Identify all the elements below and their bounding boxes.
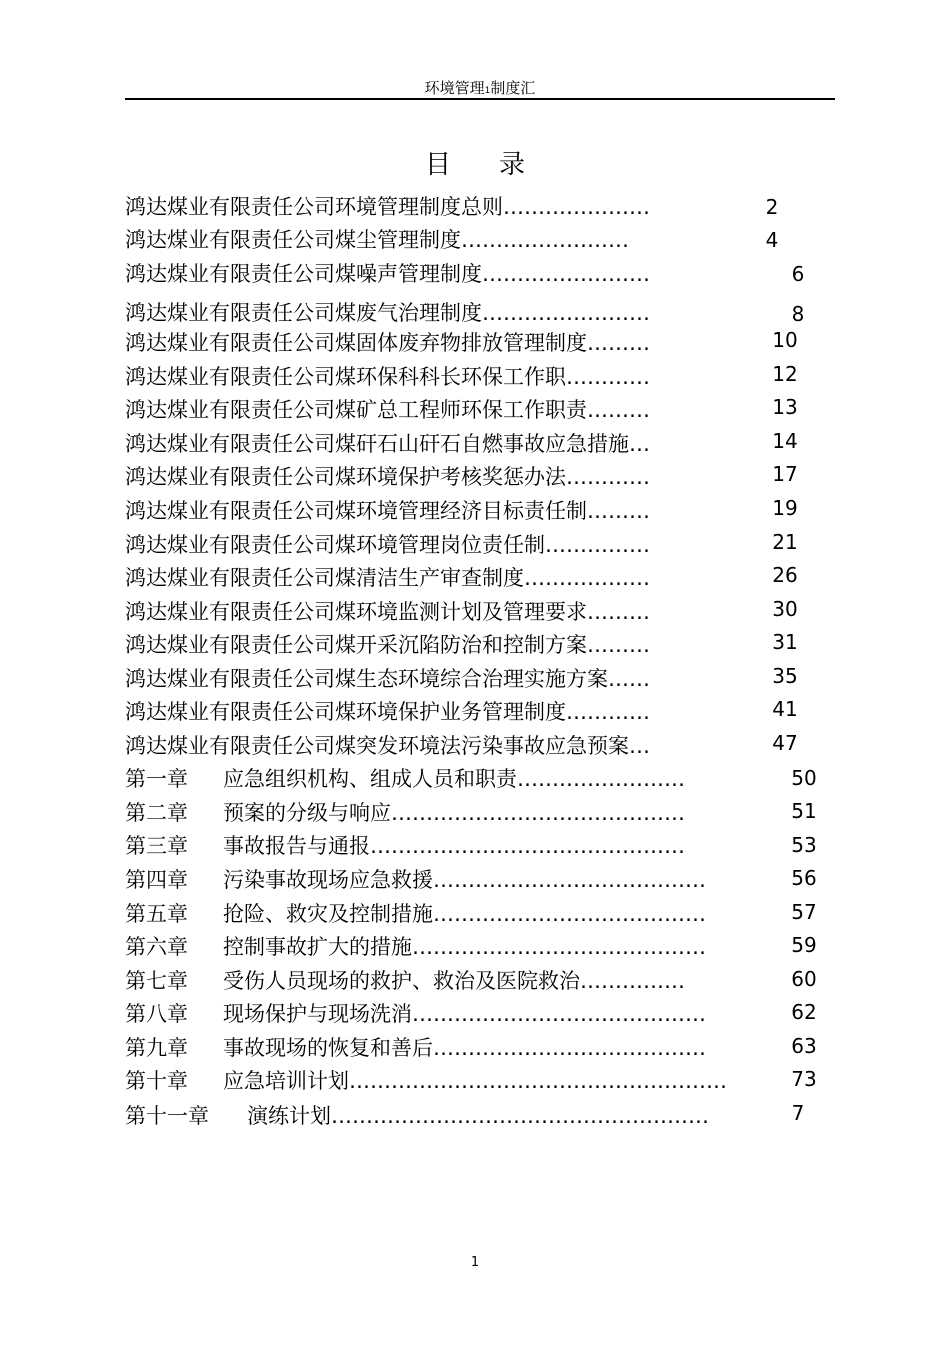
- toc-page-number: 21: [772, 530, 798, 554]
- chapter-title: 现场保护与现场洗消: [223, 1002, 412, 1026]
- toc-leader-dots: …………………: [503, 195, 650, 219]
- toc-leader-dots: ……: [608, 667, 650, 691]
- toc-entry[interactable]: [125, 429, 650, 459]
- toc-entry-text: 鸿达煤业有限责任公司煤环保科科长环保工作职: [125, 365, 566, 389]
- toc-leader-dots: ……………………: [517, 767, 685, 791]
- chapter-label: 第七章: [125, 969, 188, 993]
- toc-page-number: 10: [772, 328, 798, 352]
- toc-page-number: 14: [772, 429, 798, 453]
- toc-entry-text: 鸿达煤业有限责任公司煤突发环境法污染事故应急预案: [125, 734, 629, 758]
- toc-leader-dots: ………: [587, 633, 650, 657]
- toc-page-number: 19: [772, 496, 798, 520]
- toc-page-number: 57: [791, 900, 817, 924]
- header-rule: [125, 98, 835, 100]
- toc-entry-text: 鸿达煤业有限责任公司煤固体废弃物排放管理制度: [125, 331, 587, 355]
- toc-entry-text: 鸿达煤业有限责任公司煤环境管理岗位责任制: [125, 533, 545, 557]
- toc-leader-dots: ……………………………………: [412, 935, 706, 959]
- toc-leader-dots: …………: [566, 465, 650, 489]
- chapter-title: 应急组织机构、组成人员和职责: [223, 767, 517, 791]
- toc-page-number: 60: [791, 967, 817, 991]
- toc-leader-dots: ……………………: [461, 228, 629, 252]
- toc-leader-dots: ………: [587, 499, 650, 523]
- toc-chapter[interactable]: [125, 831, 685, 861]
- chapter-label: 第十章: [125, 1069, 188, 1093]
- toc-entry[interactable]: [125, 597, 650, 627]
- toc-page-number: 12: [772, 362, 798, 386]
- toc-leader-dots: ………………………………………: [370, 834, 685, 858]
- toc-chapter[interactable]: [125, 899, 706, 929]
- toc-page-number: 26: [772, 563, 798, 587]
- toc-leader-dots: …………………………………: [433, 902, 706, 926]
- toc-page-number: 41: [772, 697, 798, 721]
- chapter-title: 应急培训计划: [223, 1069, 349, 1093]
- chapter-label: 第五章: [125, 902, 188, 926]
- toc-leader-dots: ………: [587, 600, 650, 624]
- header-title-tail: 制度汇: [490, 79, 536, 97]
- toc-page-number: 62: [791, 1000, 817, 1024]
- chapter-title: 抢险、救灾及控制措施: [223, 902, 433, 926]
- toc-page-number: 6: [791, 262, 805, 286]
- toc-leader-dots: …………………………………: [433, 868, 706, 892]
- chapter-label: 第四章: [125, 868, 188, 892]
- toc-entry-text: 鸿达煤业有限责任公司煤清洁生产审查制度: [125, 566, 524, 590]
- toc-page-number: 59: [791, 933, 817, 957]
- toc-entry-text: 鸿达煤业有限责任公司煤矿总工程师环保工作职责: [125, 398, 587, 422]
- toc-chapter[interactable]: [125, 966, 685, 996]
- toc-page-number: 13: [772, 395, 798, 419]
- toc-leader-dots: ……………: [545, 533, 650, 557]
- toc-leader-dots: ……………………………………: [391, 801, 685, 825]
- toc-leader-dots: ……………………: [482, 301, 650, 325]
- toc-page-number: 73: [791, 1067, 817, 1091]
- toc-entry-text: 鸿达煤业有限责任公司煤矸石山矸石自燃事故应急措施: [125, 432, 629, 456]
- toc-leader-dots: ………: [587, 331, 650, 355]
- header-title-main: 环境管理: [424, 79, 485, 97]
- toc-entry-text: 鸿达煤业有限责任公司环境管理制度总则: [125, 195, 503, 219]
- chapter-title: 预案的分级与响应: [223, 801, 391, 825]
- toc-chapter[interactable]: [125, 1033, 706, 1063]
- toc-entry-text: 鸿达煤业有限责任公司煤开采沉陷防治和控制方案: [125, 633, 587, 657]
- toc-leader-dots: ……………: [580, 969, 685, 993]
- toc-page-number: 56: [791, 866, 817, 890]
- toc-entry-text: 鸿达煤业有限责任公司煤噪声管理制度: [125, 262, 482, 286]
- toc-entry[interactable]: [125, 697, 650, 727]
- page-header: [125, 78, 835, 98]
- chapter-label: 第八章: [125, 1002, 188, 1026]
- chapter-label: 第一章: [125, 767, 188, 791]
- toc-leader-dots: ……………………: [482, 262, 650, 286]
- toc-page-number: 31: [772, 630, 798, 654]
- toc-leader-dots: ………………………………………………: [331, 1104, 709, 1128]
- toc-entry-text: 鸿达煤业有限责任公司煤尘管理制度: [125, 228, 461, 252]
- toc-entry-text: 鸿达煤业有限责任公司煤环境保护业务管理制度: [125, 700, 566, 724]
- toc-leader-dots: …: [629, 734, 650, 758]
- chapter-title: 控制事故扩大的措施: [223, 935, 412, 959]
- chapter-title: 污染事故现场应急救援: [223, 868, 433, 892]
- toc-entry[interactable]: [125, 259, 650, 289]
- toc-entry-text: 鸿达煤业有限责任公司煤环境监测计划及管理要求: [125, 600, 587, 624]
- toc-leader-dots: …………………………………: [433, 1036, 706, 1060]
- toc-page-number: 47: [772, 731, 798, 755]
- toc-entry[interactable]: [125, 328, 650, 358]
- toc-leader-dots: ………: [587, 398, 650, 422]
- chapter-label: 第二章: [125, 801, 188, 825]
- chapter-label: 第九章: [125, 1036, 188, 1060]
- toc-page-number: 2: [765, 195, 779, 219]
- toc-entry-text: 鸿达煤业有限责任公司煤生态环境综合治理实施方案: [125, 667, 608, 691]
- toc-page-number: 53: [791, 833, 817, 857]
- toc-leader-dots: ………………………………………………: [349, 1069, 727, 1093]
- toc-entry[interactable]: [125, 563, 650, 593]
- toc-entry-text: 鸿达煤业有限责任公司煤环境管理经济目标责任制: [125, 499, 587, 523]
- chapter-label: 第六章: [125, 935, 188, 959]
- toc-page-number: 30: [772, 597, 798, 621]
- toc-chapter[interactable]: [125, 1101, 709, 1131]
- toc-entry[interactable]: [125, 298, 650, 328]
- toc-page-number: 35: [772, 664, 798, 688]
- toc-chapter[interactable]: [125, 1066, 727, 1096]
- toc-leader-dots: …: [629, 432, 650, 456]
- chapter-title: 事故现场的恢复和善后: [223, 1036, 433, 1060]
- toc-entry[interactable]: [125, 530, 650, 560]
- chapter-title: 事故报告与通报: [223, 834, 370, 858]
- toc-page-number: 63: [791, 1034, 817, 1058]
- chapter-title: 演练计划: [247, 1104, 331, 1128]
- toc-page-number: 7: [791, 1101, 805, 1125]
- toc-chapter[interactable]: [125, 999, 706, 1029]
- chapter-label: 第十一章: [125, 1104, 209, 1128]
- toc-page-number: 8: [791, 302, 805, 326]
- toc-entry[interactable]: [125, 496, 650, 526]
- toc-entry-text: 鸿达煤业有限责任公司煤环境保护考核奖惩办法: [125, 465, 566, 489]
- toc-leader-dots: ………………: [524, 566, 650, 590]
- toc-entry[interactable]: [125, 462, 650, 492]
- toc-page-number: 17: [772, 462, 798, 486]
- page-number: 1: [470, 1255, 480, 1270]
- toc-entry[interactable]: [125, 664, 650, 694]
- toc-chapter[interactable]: [125, 798, 685, 828]
- toc-entry[interactable]: [125, 630, 650, 660]
- toc-entry[interactable]: [125, 395, 650, 425]
- toc-page-number: 51: [791, 799, 817, 823]
- toc-title: 目录: [424, 150, 573, 180]
- header-title-sub: 1: [484, 86, 491, 96]
- toc-chapter[interactable]: [125, 764, 685, 794]
- toc-entry[interactable]: [125, 192, 650, 222]
- toc-leader-dots: ……………………………………: [412, 1002, 706, 1026]
- toc-page-number: 4: [765, 228, 779, 252]
- toc-leader-dots: …………: [566, 365, 650, 389]
- toc-leader-dots: …………: [566, 700, 650, 724]
- chapter-title: 受伤人员现场的救护、救治及医院救治: [223, 969, 580, 993]
- toc-entry[interactable]: [125, 362, 650, 392]
- toc-page-number: 50: [791, 766, 817, 790]
- toc-chapter[interactable]: [125, 932, 706, 962]
- toc-entry[interactable]: [125, 731, 650, 761]
- toc-entry-text: 鸿达煤业有限责任公司煤废气治理制度: [125, 301, 482, 325]
- chapter-label: 第三章: [125, 834, 188, 858]
- toc-chapter[interactable]: [125, 865, 706, 895]
- toc-entry[interactable]: [125, 225, 629, 255]
